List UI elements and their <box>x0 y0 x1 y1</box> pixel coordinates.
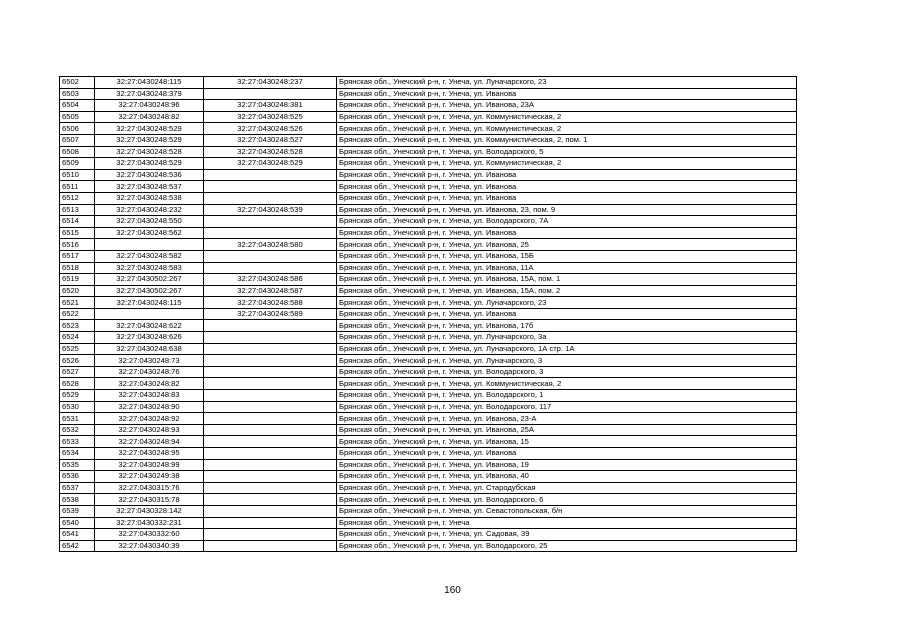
row-number-cell: 6521 <box>60 297 95 309</box>
parent-cadastral-number-cell: 32:27:0430248:587 <box>204 285 337 297</box>
cadastral-number-cell: 32:27:0430315:76 <box>95 482 204 494</box>
parent-cadastral-number-cell <box>204 250 337 262</box>
cadastral-number-cell: 32:27:0430248:232 <box>95 204 204 216</box>
address-cell: Брянская обл., Унечский р-н, г. Унеча, ул. Иванова, 15Б <box>337 250 797 262</box>
table-row <box>60 158 797 170</box>
row-number-cell: 6527 <box>60 366 95 378</box>
cadastral-number-cell: 32:27:0430248:82 <box>95 378 204 390</box>
address-cell: Брянская обл., Унечский р-н, г. Унеча, ул. Иванова, 15А, пом. 1 <box>337 274 797 286</box>
address-cell: Брянская обл., Унечский р-н, г. Унеча, ул. Коммунистическая, 2 <box>337 378 797 390</box>
parent-cadastral-number-cell <box>204 332 337 344</box>
cadastral-number-cell: 32:27:0430248:96 <box>95 100 204 112</box>
table-row <box>60 482 797 494</box>
row-number-cell: 6502 <box>60 77 95 89</box>
address-cell: Брянская обл., Унечский р-н, г. Унеча, ул. Володарского, 6 <box>337 494 797 506</box>
row-number-cell: 6536 <box>60 471 95 483</box>
row-number-cell: 6505 <box>60 111 95 123</box>
table-row <box>60 181 797 193</box>
address-cell: Брянская обл., Унечский р-н, г. Унеча, ул. Иванова, 23-А <box>337 413 797 425</box>
address-cell: Брянская обл., Унечский р-н, г. Унеча, ул. Володарского, 3 <box>337 366 797 378</box>
cadastral-number-cell: 32:27:0430248:538 <box>95 192 204 204</box>
table-row <box>60 378 797 390</box>
cadastral-number-cell: 32:27:0430248:583 <box>95 262 204 274</box>
row-number-cell: 6511 <box>60 181 95 193</box>
parent-cadastral-number-cell <box>204 390 337 402</box>
row-number-cell: 6540 <box>60 517 95 529</box>
address-cell: Брянская обл., Унечский р-н, г. Унеча <box>337 517 797 529</box>
table-row <box>60 100 797 112</box>
cadastral-number-cell: 32:27:0430502:267 <box>95 285 204 297</box>
parent-cadastral-number-cell: 32:27:0430248:525 <box>204 111 337 123</box>
address-cell: Брянская обл., Унечский р-н, г. Унеча, ул. Володарского, 117 <box>337 401 797 413</box>
table-row <box>60 320 797 332</box>
cadastral-number-cell: 32:27:0430248:99 <box>95 459 204 471</box>
cadastral-number-cell: 32:27:0430248:529 <box>95 134 204 146</box>
cadastral-number-cell: 32:27:0430332:60 <box>95 529 204 541</box>
table-row <box>60 308 797 320</box>
row-number-cell: 6533 <box>60 436 95 448</box>
table-row <box>60 540 797 552</box>
table-row <box>60 216 797 228</box>
address-cell: Брянская обл., Унечский р-н, г. Унеча, ул. Севастопольская, б/н <box>337 505 797 517</box>
table-row <box>60 297 797 309</box>
cadastral-number-cell: 32:27:0430248:537 <box>95 181 204 193</box>
table-row <box>60 332 797 344</box>
address-cell: Брянская обл., Унечский р-н, г. Унеча, ул. Иванова <box>337 181 797 193</box>
parent-cadastral-number-cell <box>204 413 337 425</box>
parent-cadastral-number-cell <box>204 401 337 413</box>
parent-cadastral-number-cell <box>204 436 337 448</box>
parent-cadastral-number-cell <box>204 366 337 378</box>
row-number-cell: 6528 <box>60 378 95 390</box>
cadastral-number-cell: 32:27:0430248:115 <box>95 77 204 89</box>
address-cell: Брянская обл., Унечский р-н, г. Унеча, ул. Иванова, 15А, пом. 2 <box>337 285 797 297</box>
address-cell: Брянская обл., Унечский р-н, г. Унеча, ул. Иванова, 17б <box>337 320 797 332</box>
table-row <box>60 123 797 135</box>
cadastral-number-cell: 32:27:0430332:231 <box>95 517 204 529</box>
row-number-cell: 6514 <box>60 216 95 228</box>
parent-cadastral-number-cell <box>204 262 337 274</box>
row-number-cell: 6535 <box>60 459 95 471</box>
address-cell: Брянская обл., Унечский р-н, г. Унеча, ул. Иванова <box>337 448 797 460</box>
parent-cadastral-number-cell: 32:27:0430248:237 <box>204 77 337 89</box>
table-row <box>60 517 797 529</box>
table-row <box>60 355 797 367</box>
table-row <box>60 111 797 123</box>
address-cell: Брянская обл., Унечский р-н, г. Унеча, ул. Иванова <box>337 192 797 204</box>
address-cell: Брянская обл., Унечский р-н, г. Унеча, ул. Володарского, 25 <box>337 540 797 552</box>
row-number-cell: 6538 <box>60 494 95 506</box>
address-cell: Брянская обл., Унечский р-н, г. Унеча, ул. Коммунистическая, 2 <box>337 111 797 123</box>
cadastral-number-cell: 32:27:0430248:94 <box>95 436 204 448</box>
row-number-cell: 6512 <box>60 192 95 204</box>
parent-cadastral-number-cell <box>204 169 337 181</box>
row-number-cell: 6537 <box>60 482 95 494</box>
parent-cadastral-number-cell <box>204 88 337 100</box>
table-row <box>60 274 797 286</box>
table-row <box>60 401 797 413</box>
parent-cadastral-number-cell <box>204 517 337 529</box>
table-row <box>60 390 797 402</box>
address-cell: Брянская обл., Унечский р-н, г. Унеча, ул. Володарского, 5 <box>337 146 797 158</box>
parent-cadastral-number-cell <box>204 320 337 332</box>
address-cell: Брянская обл., Унечский р-н, г. Унеча, ул. Коммунистическая, 2 <box>337 123 797 135</box>
cadastral-number-cell: 32:27:0430248:115 <box>95 297 204 309</box>
table-row <box>60 436 797 448</box>
row-number-cell: 6539 <box>60 505 95 517</box>
parent-cadastral-number-cell <box>204 424 337 436</box>
cadastral-number-cell: 32:27:0430248:92 <box>95 413 204 425</box>
row-number-cell: 6510 <box>60 169 95 181</box>
table-row <box>60 494 797 506</box>
address-cell: Брянская обл., Унечский р-н, г. Унеча, ул. Луначарского, 23 <box>337 77 797 89</box>
row-number-cell: 6529 <box>60 390 95 402</box>
parent-cadastral-number-cell <box>204 448 337 460</box>
parent-cadastral-number-cell <box>204 227 337 239</box>
parent-cadastral-number-cell: 32:27:0430248:527 <box>204 134 337 146</box>
parent-cadastral-number-cell <box>204 471 337 483</box>
parent-cadastral-number-cell <box>204 216 337 228</box>
address-cell: Брянская обл., Унечский р-н, г. Унеча, ул. Иванова <box>337 169 797 181</box>
row-number-cell: 6517 <box>60 250 95 262</box>
parent-cadastral-number-cell: 32:27:0430248:529 <box>204 158 337 170</box>
address-cell: Брянская обл., Унечский р-н, г. Унеча, ул. Коммунистическая, 2, пом. 1 <box>337 134 797 146</box>
parent-cadastral-number-cell <box>204 482 337 494</box>
row-number-cell: 6513 <box>60 204 95 216</box>
row-number-cell: 6541 <box>60 529 95 541</box>
cadastral-number-cell: 32:27:0430248:626 <box>95 332 204 344</box>
table-row <box>60 169 797 181</box>
row-number-cell: 6508 <box>60 146 95 158</box>
address-cell: Брянская обл., Унечский р-н, г. Унеча, ул. Иванова, 23, пом. 9 <box>337 204 797 216</box>
address-cell: Брянская обл., Унечский р-н, г. Унеча, ул. Володарского, 1 <box>337 390 797 402</box>
parent-cadastral-number-cell: 32:27:0430248:580 <box>204 239 337 251</box>
cadastral-number-cell: 32:27:0430248:95 <box>95 448 204 460</box>
cadastral-number-cell: 32:27:0430248:529 <box>95 158 204 170</box>
table-row <box>60 146 797 158</box>
cadastral-number-cell: 32:27:0430248:93 <box>95 424 204 436</box>
address-cell: Брянская обл., Унечский р-н, г. Унеча, ул. Луначарского, 3 <box>337 355 797 367</box>
parent-cadastral-number-cell <box>204 529 337 541</box>
parent-cadastral-number-cell: 32:27:0430248:589 <box>204 308 337 320</box>
address-cell: Брянская обл., Унечский р-н, г. Унеча, ул. Иванова, 25А <box>337 424 797 436</box>
address-cell: Брянская обл., Унечский р-н, г. Унеча, ул. Иванова <box>337 308 797 320</box>
parent-cadastral-number-cell <box>204 505 337 517</box>
row-number-cell: 6524 <box>60 332 95 344</box>
table-row <box>60 204 797 216</box>
row-number-cell: 6523 <box>60 320 95 332</box>
address-cell: Брянская обл., Унечский р-н, г. Унеча, ул. Луначарского, 3а <box>337 332 797 344</box>
row-number-cell: 6525 <box>60 343 95 355</box>
row-number-cell: 6532 <box>60 424 95 436</box>
parent-cadastral-number-cell: 32:27:0430248:539 <box>204 204 337 216</box>
parent-cadastral-number-cell: 32:27:0430248:586 <box>204 274 337 286</box>
row-number-cell: 6522 <box>60 308 95 320</box>
table-row <box>60 366 797 378</box>
cadastral-number-cell: 32:27:0430248:638 <box>95 343 204 355</box>
table-row <box>60 227 797 239</box>
address-cell: Брянская обл., Унечский р-н, г. Унеча, ул. Луначарского, 1А стр. 1А <box>337 343 797 355</box>
cadastral-number-cell: 32:27:0430248:582 <box>95 250 204 262</box>
cadastral-number-cell: 32:27:0430248:528 <box>95 146 204 158</box>
parent-cadastral-number-cell <box>204 459 337 471</box>
cadastral-number-cell <box>95 239 204 251</box>
row-number-cell: 6509 <box>60 158 95 170</box>
address-cell: Брянская обл., Унечский р-н, г. Унеча, ул. Иванова, 11А <box>337 262 797 274</box>
row-number-cell: 6526 <box>60 355 95 367</box>
cadastral-number-cell: 32:27:0430248:90 <box>95 401 204 413</box>
table-row <box>60 134 797 146</box>
table-row <box>60 459 797 471</box>
row-number-cell: 6506 <box>60 123 95 135</box>
row-number-cell: 6519 <box>60 274 95 286</box>
table-row <box>60 88 797 100</box>
row-number-cell: 6507 <box>60 134 95 146</box>
parent-cadastral-number-cell: 32:27:0430248:526 <box>204 123 337 135</box>
row-number-cell: 6531 <box>60 413 95 425</box>
cadastral-number-cell <box>95 308 204 320</box>
parent-cadastral-number-cell <box>204 343 337 355</box>
address-cell: Брянская обл., Унечский р-н, г. Унеча, ул. Садовая, 39 <box>337 529 797 541</box>
table-row <box>60 343 797 355</box>
row-number-cell: 6534 <box>60 448 95 460</box>
table-row <box>60 448 797 460</box>
cadastral-number-cell: 32:27:0430248:550 <box>95 216 204 228</box>
table-row <box>60 529 797 541</box>
cadastral-number-cell: 32:27:0430248:562 <box>95 227 204 239</box>
property-registry-table <box>59 76 797 552</box>
registry-table-body <box>60 77 797 552</box>
cadastral-number-cell: 32:27:0430248:76 <box>95 366 204 378</box>
cadastral-number-cell: 32:27:0430248:83 <box>95 390 204 402</box>
address-cell: Брянская обл., Унечский р-н, г. Унеча, ул. Иванова, 40 <box>337 471 797 483</box>
cadastral-number-cell: 32:27:0430340:39 <box>95 540 204 552</box>
row-number-cell: 6518 <box>60 262 95 274</box>
cadastral-number-cell: 32:27:0430248:73 <box>95 355 204 367</box>
table-row <box>60 424 797 436</box>
row-number-cell: 6520 <box>60 285 95 297</box>
parent-cadastral-number-cell: 32:27:0430248:381 <box>204 100 337 112</box>
parent-cadastral-number-cell <box>204 192 337 204</box>
row-number-cell: 6542 <box>60 540 95 552</box>
table-row <box>60 471 797 483</box>
address-cell: Брянская обл., Унечский р-н, г. Унеча, ул. Иванова <box>337 227 797 239</box>
table-row <box>60 285 797 297</box>
cadastral-number-cell: 32:27:0430248:379 <box>95 88 204 100</box>
table-row <box>60 413 797 425</box>
address-cell: Брянская обл., Унечский р-н, г. Унеча, ул. Володарского, 7А <box>337 216 797 228</box>
table-row <box>60 239 797 251</box>
parent-cadastral-number-cell <box>204 494 337 506</box>
row-number-cell: 6516 <box>60 239 95 251</box>
address-cell: Брянская обл., Унечский р-н, г. Унеча, ул. Иванова <box>337 88 797 100</box>
table-row <box>60 262 797 274</box>
table-row <box>60 192 797 204</box>
cadastral-number-cell: 32:27:0430315:78 <box>95 494 204 506</box>
table-row <box>60 77 797 89</box>
row-number-cell: 6504 <box>60 100 95 112</box>
cadastral-number-cell: 32:27:0430502:267 <box>95 274 204 286</box>
address-cell: Брянская обл., Унечский р-н, г. Унеча, ул. Иванова, 15 <box>337 436 797 448</box>
parent-cadastral-number-cell <box>204 540 337 552</box>
row-number-cell: 6515 <box>60 227 95 239</box>
parent-cadastral-number-cell: 32:27:0430248:588 <box>204 297 337 309</box>
parent-cadastral-number-cell: 32:27:0430248:528 <box>204 146 337 158</box>
cadastral-number-cell: 32:27:0430248:622 <box>95 320 204 332</box>
cadastral-number-cell: 32:27:0430328:142 <box>95 505 204 517</box>
address-cell: Брянская обл., Унечский р-н, г. Унеча, ул. Иванова, 25 <box>337 239 797 251</box>
parent-cadastral-number-cell <box>204 378 337 390</box>
row-number-cell: 6503 <box>60 88 95 100</box>
cadastral-number-cell: 32:27:0430249:38 <box>95 471 204 483</box>
cadastral-number-cell: 32:27:0430248:536 <box>95 169 204 181</box>
address-cell: Брянская обл., Унечский р-н, г. Унеча, ул. Стародубская <box>337 482 797 494</box>
cadastral-number-cell: 32:27:0430248:529 <box>95 123 204 135</box>
address-cell: Брянская обл., Унечский р-н, г. Унеча, ул. Иванова, 23А <box>337 100 797 112</box>
cadastral-number-cell: 32:27:0430248:82 <box>95 111 204 123</box>
parent-cadastral-number-cell <box>204 355 337 367</box>
address-cell: Брянская обл., Унечский р-н, г. Унеча, ул. Луначарского, 23 <box>337 297 797 309</box>
address-cell: Брянская обл., Унечский р-н, г. Унеча, ул. Коммунистическая, 2 <box>337 158 797 170</box>
page-number: 160 <box>444 585 461 596</box>
address-cell: Брянская обл., Унечский р-н, г. Унеча, ул. Иванова, 19 <box>337 459 797 471</box>
parent-cadastral-number-cell <box>204 181 337 193</box>
row-number-cell: 6530 <box>60 401 95 413</box>
table-row <box>60 505 797 517</box>
table-row <box>60 250 797 262</box>
